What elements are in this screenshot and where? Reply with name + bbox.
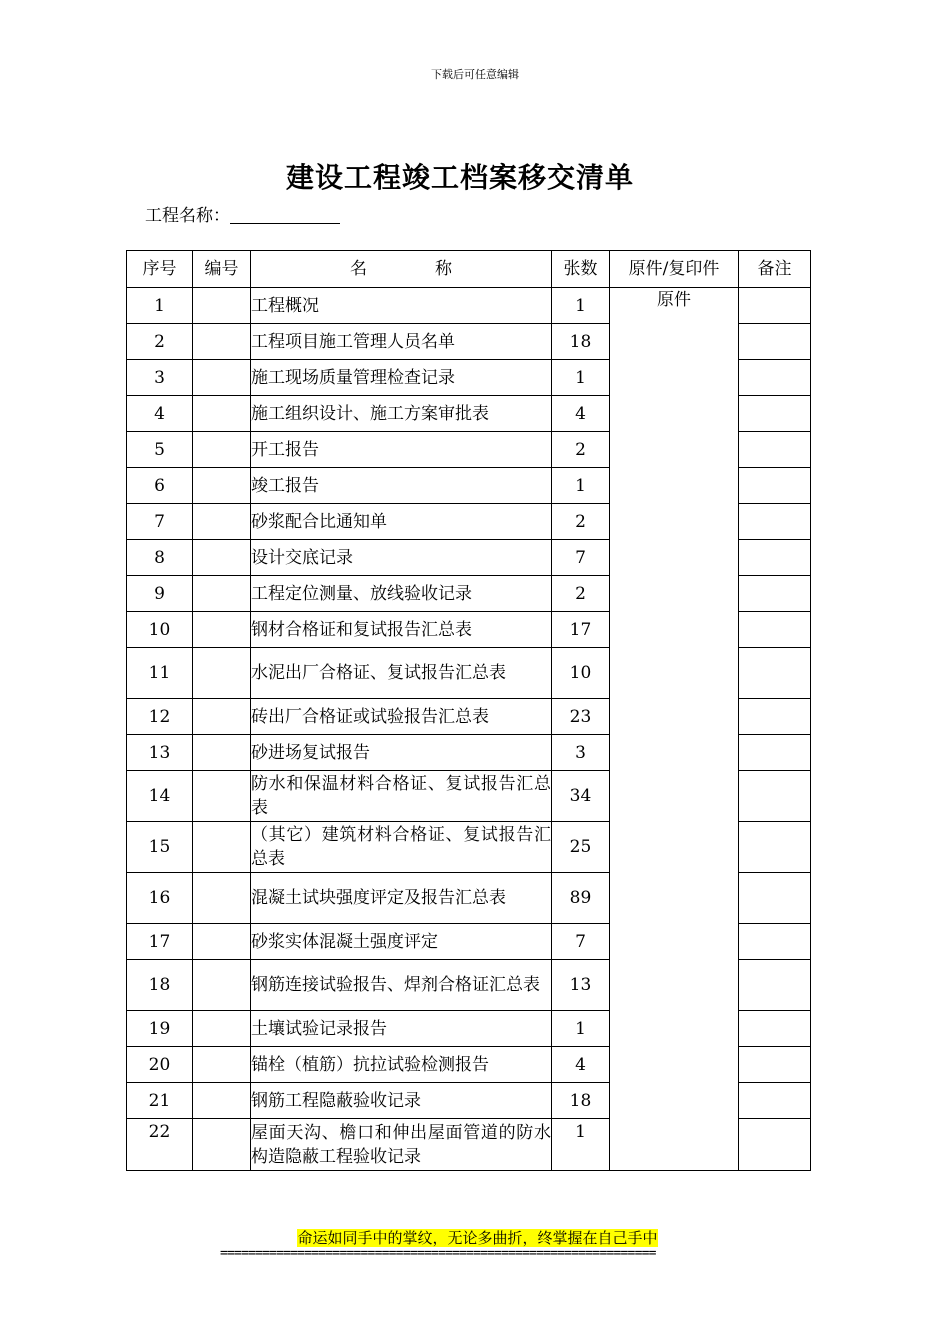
row-count: 2 — [552, 504, 610, 540]
row-remark — [739, 822, 811, 873]
row-name: 砂进场复试报告 — [251, 735, 552, 771]
row-remark — [739, 540, 811, 576]
row-count: 7 — [552, 540, 610, 576]
row-name: 防水和保温材料合格证、复试报告汇总表 — [251, 771, 552, 822]
row-seq: 16 — [127, 873, 193, 924]
row-name: 设计交底记录 — [251, 540, 552, 576]
project-name-line — [145, 201, 340, 226]
row-count: 18 — [552, 1083, 610, 1119]
row-remark — [739, 432, 811, 468]
row-code — [193, 396, 251, 432]
row-remark — [739, 1047, 811, 1083]
row-count: 1 — [552, 360, 610, 396]
row-remark — [739, 396, 811, 432]
row-seq: 17 — [127, 924, 193, 960]
row-count: 10 — [552, 648, 610, 699]
row-code — [193, 822, 251, 873]
row-count: 17 — [552, 612, 610, 648]
row-count: 18 — [552, 324, 610, 360]
row-count: 2 — [552, 432, 610, 468]
row-remark — [739, 924, 811, 960]
row-remark — [739, 360, 811, 396]
row-count: 25 — [552, 822, 610, 873]
row-count: 1 — [552, 468, 610, 504]
row-count: 2 — [552, 576, 610, 612]
row-remark — [739, 771, 811, 822]
row-seq: 5 — [127, 432, 193, 468]
row-remark — [739, 960, 811, 1011]
row-remark — [739, 504, 811, 540]
row-code — [193, 612, 251, 648]
archive-table — [126, 250, 811, 1171]
row-name: 施工现场质量管理检查记录 — [251, 360, 552, 396]
row-remark — [739, 1011, 811, 1047]
row-seq: 6 — [127, 468, 193, 504]
row-seq: 8 — [127, 540, 193, 576]
row-remark — [739, 873, 811, 924]
row-code — [193, 648, 251, 699]
row-seq: 1 — [127, 288, 193, 324]
row-remark — [739, 648, 811, 699]
row-count: 4 — [552, 1047, 610, 1083]
original-copy-cell: 原件 — [610, 288, 739, 1171]
row-remark — [739, 612, 811, 648]
row-seq: 12 — [127, 699, 193, 735]
row-code — [193, 771, 251, 822]
header-code: 编号 — [193, 251, 251, 288]
row-code — [193, 873, 251, 924]
project-name-label: 工程名称： — [145, 206, 230, 226]
header-name: 名 称 — [251, 251, 552, 288]
row-code — [193, 1011, 251, 1047]
row-name: 钢材合格证和复试报告汇总表 — [251, 612, 552, 648]
row-code — [193, 1047, 251, 1083]
table-header-row — [127, 251, 811, 288]
row-remark — [739, 468, 811, 504]
row-remark — [739, 1083, 811, 1119]
row-count: 1 — [552, 1011, 610, 1047]
row-remark — [739, 735, 811, 771]
row-name: 土壤试验记录报告 — [251, 1011, 552, 1047]
row-count: 1 — [552, 288, 610, 324]
row-name: 竣工报告 — [251, 468, 552, 504]
row-remark — [739, 699, 811, 735]
footer-rule: ============================================================== — [220, 1246, 656, 1261]
row-seq: 18 — [127, 960, 193, 1011]
row-remark — [739, 576, 811, 612]
row-code — [193, 576, 251, 612]
header-count: 张数 — [552, 251, 610, 288]
row-name: 水泥出厂合格证、复试报告汇总表 — [251, 648, 552, 699]
row-count: 23 — [552, 699, 610, 735]
row-seq: 19 — [127, 1011, 193, 1047]
row-code — [193, 324, 251, 360]
row-seq: 9 — [127, 576, 193, 612]
row-remark — [739, 288, 811, 324]
row-code — [193, 960, 251, 1011]
project-name-blank — [230, 205, 340, 224]
row-code — [193, 1083, 251, 1119]
row-seq: 21 — [127, 1083, 193, 1119]
row-remark — [739, 1119, 811, 1171]
footer-slogan — [0, 1227, 950, 1248]
table-row — [127, 288, 811, 324]
row-seq: 22 — [127, 1119, 193, 1171]
row-name: 屋面天沟、檐口和伸出屋面管道的防水构造隐蔽工程验收记录 — [251, 1119, 552, 1171]
row-remark — [739, 324, 811, 360]
row-code — [193, 699, 251, 735]
header-seq: 序号 — [127, 251, 193, 288]
row-seq: 14 — [127, 771, 193, 822]
row-name: （其它）建筑材料合格证、复试报告汇总表 — [251, 822, 552, 873]
row-code — [193, 924, 251, 960]
header-original: 原件/复印件 — [610, 251, 739, 288]
row-count: 4 — [552, 396, 610, 432]
row-count: 1 — [552, 1119, 610, 1171]
row-name: 工程项目施工管理人员名单 — [251, 324, 552, 360]
row-seq: 2 — [127, 324, 193, 360]
row-seq: 11 — [127, 648, 193, 699]
row-count: 34 — [552, 771, 610, 822]
row-seq: 15 — [127, 822, 193, 873]
row-name: 工程定位测量、放线验收记录 — [251, 576, 552, 612]
row-code — [193, 468, 251, 504]
row-name: 砖出厂合格证或试验报告汇总表 — [251, 699, 552, 735]
row-seq: 10 — [127, 612, 193, 648]
header-remark: 备注 — [739, 251, 811, 288]
row-code — [193, 1119, 251, 1171]
row-code — [193, 360, 251, 396]
footer-slogan-text: 命运如同手中的掌纹，无论多曲折，终掌握在自己手中 — [297, 1229, 658, 1247]
row-name: 砂浆实体混凝土强度评定 — [251, 924, 552, 960]
row-count: 13 — [552, 960, 610, 1011]
row-name: 开工报告 — [251, 432, 552, 468]
row-code — [193, 735, 251, 771]
row-name: 钢筋工程隐蔽验收记录 — [251, 1083, 552, 1119]
row-count: 7 — [552, 924, 610, 960]
row-code — [193, 432, 251, 468]
row-name: 钢筋连接试验报告、焊剂合格证汇总表 — [251, 960, 552, 1011]
row-count: 89 — [552, 873, 610, 924]
row-count: 3 — [552, 735, 610, 771]
row-seq: 3 — [127, 360, 193, 396]
row-seq: 7 — [127, 504, 193, 540]
row-code — [193, 540, 251, 576]
document-title: 建设工程竣工档案移交清单 — [285, 161, 634, 194]
row-seq: 4 — [127, 396, 193, 432]
row-name: 锚栓（植筋）抗拉试验检测报告 — [251, 1047, 552, 1083]
row-seq: 13 — [127, 735, 193, 771]
row-name: 施工组织设计、施工方案审批表 — [251, 396, 552, 432]
row-name: 混凝土试块强度评定及报告汇总表 — [251, 873, 552, 924]
row-code — [193, 504, 251, 540]
row-code — [193, 288, 251, 324]
row-seq: 20 — [127, 1047, 193, 1083]
header-note: 下载后可任意编辑 — [431, 68, 519, 81]
row-name: 工程概况 — [251, 288, 552, 324]
row-name: 砂浆配合比通知单 — [251, 504, 552, 540]
